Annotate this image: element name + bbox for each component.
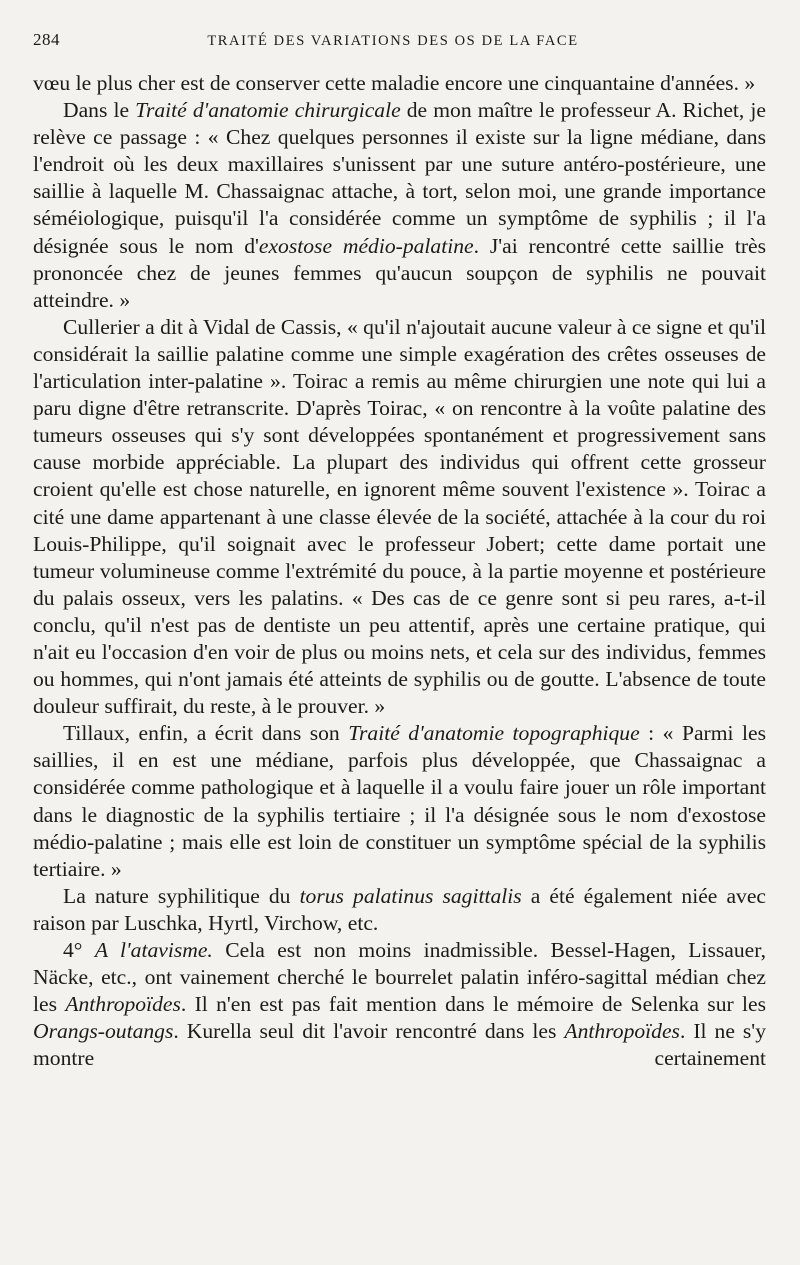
paragraph (33, 937, 766, 1072)
paragraph (33, 314, 766, 720)
text-run: Dans le (63, 98, 136, 123)
italic-text: torus palatinus sagittalis (299, 883, 522, 908)
italic-text: Orangs-outangs (33, 1019, 174, 1044)
text-run: a été également niée avec raison par Luschka, Hyrtl, Virchow, etc. (33, 883, 767, 935)
text-run: La nature syphilitique du (63, 883, 300, 908)
text-run: . Kurella seul dit l'avoir rencontré dans les (173, 1019, 565, 1044)
paragraph (33, 70, 766, 97)
text-run: : « Parmi les saillies, il en est une médiane, parfois plus développée, que Chassaignac a considérée comme pathologique et à laquelle il a voulu faire jouer un rôle important dans le diagnostic de la syphilis tertiaire ; il l'a désignée sous le nom d'exostose médio-palatine ; mais elle est loin de constituer un symptôme spécial de la syphilis tertiaire. » (33, 721, 766, 881)
text-run: . Il ne s'y montre certainement (33, 1019, 766, 1071)
text-run: Tillaux, enfin, a écrit dans son (63, 721, 349, 746)
text-run: vœu le plus cher est de conserver cette maladie encore une cinquantaine d'années. » (33, 71, 756, 95)
paragraph (33, 883, 766, 937)
body-text (33, 70, 766, 1072)
text-run: 4° (63, 938, 95, 962)
text-run: de mon maître le professeur A. Richet, je relève ce passage : « Chez quelques personnes il existe sur la ligne médiane, dans l'endroit où les deux maxillaires s'unissent par une suture antéro-postérieure, une saillie à laquelle M. Chassaignac attache, à tort, selon moi, une grande importance séméiologique, puisqu'il l'a considérée comme un symptôme de syphilis ; il l'a désignée sous le nom d' (33, 98, 767, 258)
italic-text: Anthropoïdes (564, 1019, 680, 1044)
italic-text: Traité d'anatomie chirurgicale (135, 98, 401, 123)
paragraph (33, 720, 766, 883)
italic-text: Traité d'anatomie topographique (348, 721, 640, 746)
page-number: 284 (33, 30, 60, 49)
running-title: TRAITÉ DES VARIATIONS DES OS DE LA FACE (207, 33, 579, 49)
italic-text: exostose médio-palatine (258, 233, 474, 258)
text-run: . J'ai rencontré cette saillie très prononcée chez de jeunes femmes qu'aucun soupçon de syphilis ne pouvait atteindre. » (33, 233, 767, 312)
text-run: Cullerier a dit à Vidal de Cassis, « qu'il n'ajoutait aucune valeur à ce signe et qu'il considérait la saillie palatine comme une simple exagération des crêtes osseuses de l'articulation inter-palatine ». Toirac a remis au même chirurgien une note qui lui a paru digne d'être retranscrite. D'après Toirac, « on rencontre à la voûte palatine des tumeurs osseuses qui s'y sont développées spontanément et progressivement sans cause morbide appréciable. La plupart des individus qui offrent cette grosseur croient qu'elle est chose naturelle, en ignorent même souvent l'existence ». Toirac a cité une dame appartenant à une classe élevée de la société, attachée à la cour du roi Louis-Philippe, qu'il soignait avec le professeur Jobert; cette dame portait une tumeur volumineuse comme l'extrémité du pouce, à la partie moyenne et postérieure du palais osseux, vers les palatins. « Des cas de ce genre sont si peu rares, a-t-il conclu, qu'il n'est pas de dentiste un peu attentif, après une certaine pratique, qui n'ait eu l'occasion d'en voir de plus ou moins nets, et cela sur des individus, femmes ou hommes, qui n'ont jamais été atteints de syphilis ou de goutte. L'absence de toute douleur suffirait, du reste, à le prouver. » (33, 314, 766, 719)
paragraph (33, 97, 766, 314)
italic-text: Anthropoïdes (65, 992, 181, 1017)
text-run: . Il n'en est pas fait mention dans le mémoire de Selenka sur les (180, 992, 766, 1017)
italic-text: A l'atavisme. (94, 938, 213, 962)
page-header (33, 30, 766, 54)
text-run: Cela est non moins inadmissible. Bessel-Hagen, Lissauer, Näcke, etc., ont vainement cherché le bourrelet palatin inféro-sagittal médian chez les (33, 938, 766, 1017)
